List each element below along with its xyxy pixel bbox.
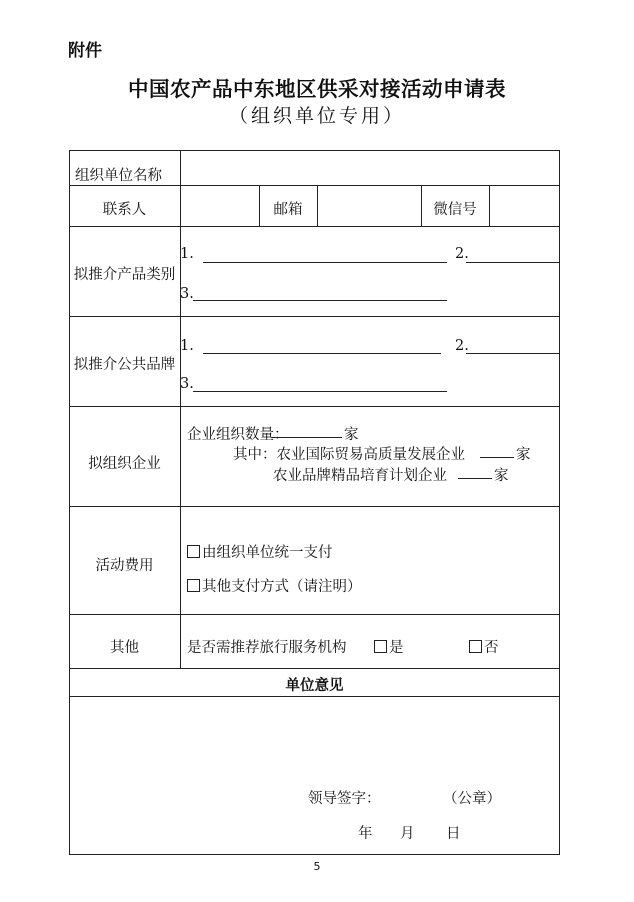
- enterprise-sub2-unit: 家: [494, 468, 509, 484]
- public-brand-blank-1[interactable]: [203, 353, 441, 354]
- page-number: 5: [313, 860, 321, 873]
- opinion-header: 单位意见: [285, 677, 344, 694]
- travel-yes-option: [374, 636, 404, 657]
- enterprise-count-label: 企业组织数量：: [187, 427, 289, 443]
- item-number: 1.: [180, 246, 194, 262]
- email-label: 邮箱: [273, 202, 303, 218]
- other-label: 其他: [110, 640, 139, 656]
- row-divider: [69, 406, 560, 407]
- wechat-label: 微信号: [433, 202, 477, 218]
- enterprise-sub1-unit: 家: [516, 447, 531, 463]
- product-category-blank-2[interactable]: [466, 262, 559, 263]
- row-divider: [69, 668, 560, 669]
- year-label: 年: [358, 826, 373, 842]
- product-category-blank-1[interactable]: [203, 262, 447, 263]
- enterprise-sub1-blank[interactable]: [480, 457, 514, 458]
- checkbox-icon[interactable]: [187, 545, 200, 558]
- checkbox-icon[interactable]: [187, 579, 200, 592]
- yes-label: 是: [389, 640, 404, 656]
- month-label: 月: [400, 826, 415, 842]
- fee-option-unified: [187, 541, 333, 562]
- row-divider: [69, 226, 560, 227]
- column-divider: [180, 150, 181, 668]
- public-brand-blank-2[interactable]: [466, 353, 559, 354]
- enterprise-count-blank[interactable]: [272, 437, 342, 438]
- item-number: 3.: [180, 376, 194, 392]
- org-name-label: 组织单位名称: [75, 168, 162, 184]
- seal-label: （公章）: [443, 791, 501, 807]
- row-divider: [69, 506, 560, 507]
- enterprise-sub2-label: 农业品牌精品培育计划企业: [273, 468, 447, 484]
- fee-option-unified-label: 由组织单位统一支付: [202, 545, 333, 561]
- day-label: 日: [446, 826, 461, 842]
- item-number: 2.: [455, 338, 469, 354]
- form-title: 中国农产品中东地区供采对接活动申请表: [128, 77, 506, 101]
- row-divider: [69, 185, 560, 186]
- leader-sign-label: 领导签字：: [308, 791, 381, 807]
- table-border-left: [69, 150, 70, 854]
- attachment-label: 附件: [68, 41, 102, 61]
- table-border-right: [559, 150, 560, 854]
- column-divider: [317, 185, 318, 226]
- no-label: 否: [484, 640, 499, 656]
- product-category-blank-3[interactable]: [193, 300, 447, 301]
- item-number: 2.: [455, 246, 469, 262]
- row-divider: [69, 614, 560, 615]
- enterprise-sub2-blank[interactable]: [458, 478, 492, 479]
- fee-label: 活动费用: [95, 558, 154, 574]
- checkbox-icon[interactable]: [469, 640, 482, 653]
- enterprise-label: 拟组织企业: [88, 456, 161, 472]
- contact-label: 联系人: [102, 202, 147, 218]
- form-subtitle: （组织单位专用）: [228, 105, 405, 127]
- row-divider: [69, 316, 560, 317]
- enterprise-sub1-label: 其中：农业国际贸易高质量发展企业: [233, 447, 465, 463]
- row-divider: [69, 696, 560, 697]
- column-divider: [489, 185, 490, 226]
- enterprise-count-unit: 家: [344, 427, 359, 443]
- travel-question: 是否需推荐旅行服务机构: [187, 640, 347, 656]
- item-number: 3.: [180, 286, 194, 302]
- public-brand-blank-3[interactable]: [193, 391, 447, 392]
- product-category-label: 拟推介产品类别: [73, 267, 176, 283]
- table-border-top: [69, 150, 560, 151]
- item-number: 1.: [180, 338, 194, 354]
- checkbox-icon[interactable]: [374, 640, 387, 653]
- fee-option-other: [187, 575, 362, 596]
- public-brand-label: 拟推介公共品牌: [73, 357, 176, 373]
- table-border-bottom: [69, 854, 560, 855]
- fee-option-other-label: 其他支付方式（请注明）: [202, 579, 362, 595]
- travel-no-option: [469, 636, 499, 657]
